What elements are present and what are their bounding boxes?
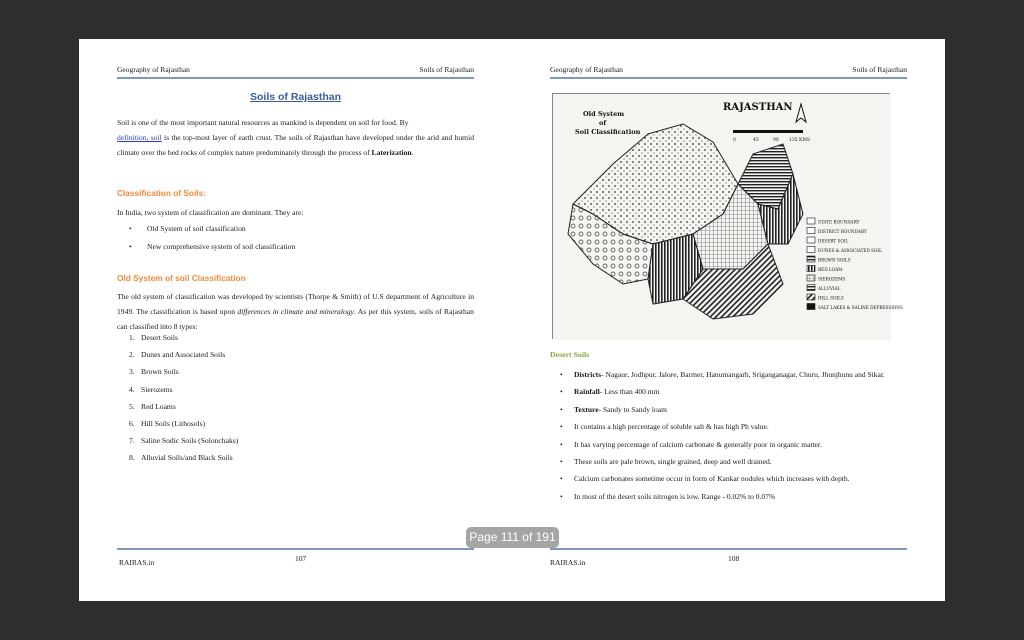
map-caption-line-1: Old System [583, 110, 625, 118]
left-page [79, 39, 512, 601]
fact-value: Calcium carbonates sometime occur in form of Kankar nodules which increases with depth. [574, 474, 850, 484]
scale-label-135: 135 KMS [789, 138, 811, 143]
soil-type-label: Desert Soils [141, 333, 178, 342]
bullet-icon: • [560, 370, 563, 379]
soil-type-label: Dunes and Associated Soils [141, 350, 226, 360]
legend-label: DISTRICT BOUNDARY [818, 229, 867, 234]
bullet-icon: • [560, 422, 563, 432]
bullet-icon: • [129, 224, 132, 233]
footer-site: RAIRAS.in [119, 558, 155, 567]
document-spread [79, 39, 945, 601]
classification-item [129, 224, 295, 242]
legend-swatch [807, 237, 815, 243]
scale-label-0: 0 [733, 138, 736, 143]
header-book-title: Geography of Rajasthan [117, 65, 190, 74]
header-rule [117, 77, 474, 79]
intro-text-2: is the top-most layer of earth crust. The soils of Rajasthan have developed under the arid and humid climate over the bed rocks of complex nature predominately through the process of [117, 133, 474, 157]
soil-type-number: 6. [129, 418, 135, 428]
scale-label-45: 45 [753, 138, 759, 143]
legend-swatch [807, 294, 815, 300]
right-page [512, 39, 945, 601]
bullet-icon: • [560, 404, 563, 414]
bullet-icon: • [560, 474, 563, 484]
chapter-title: Soils of Rajasthan [249, 91, 342, 103]
desert-soils-list [560, 369, 909, 508]
desert-soil-fact [560, 369, 909, 380]
desert-soil-fact-text [574, 456, 909, 467]
map-title: RAJASTHAN [723, 102, 793, 113]
legend-label: DESERT SOIL [818, 238, 849, 244]
page-number: 107 [295, 554, 307, 563]
soil-type-label: Alluvial Soils/and Black Soils [141, 453, 233, 463]
fact-value: - Nagaur, Jodhpur, Jalore, Barmer, Hanumangarh, Sriganganagar, Churu, Jhunjhunu and Sikar. [601, 370, 885, 379]
soil-map-figure [552, 93, 903, 339]
desert-soil-fact [560, 456, 909, 467]
footer-site: RAIRAS.in [550, 558, 586, 567]
soil-type-label: Red Loams [141, 401, 176, 411]
classification-item [129, 242, 295, 260]
map-caption-line-3: Soil Classification [575, 128, 641, 136]
page-number: 108 [728, 554, 740, 563]
soil-type-item [129, 419, 238, 436]
old-system-paragraph [117, 289, 474, 334]
old-system-heading: Old System of soil Classification [117, 273, 246, 283]
soil-types-list [129, 333, 238, 471]
soil-type-item [129, 453, 238, 470]
soil-type-number: 2. [129, 350, 135, 360]
legend-label: DUNES & ASSOCIATED SOIL [818, 248, 882, 253]
bullet-icon: • [129, 242, 132, 251]
header-chapter-title: Soils of Rajasthan [852, 65, 907, 74]
header-rule [550, 77, 907, 79]
fact-value: These soils are pale brown, single grained, deep and well drained. [574, 456, 772, 466]
desert-soil-fact-text [574, 369, 909, 380]
soil-type-number: 3. [129, 367, 135, 377]
desert-soil-fact-text [574, 473, 909, 484]
bullet-icon: • [560, 491, 563, 501]
fact-value: It has varying percentage of calcium carbonate & generally poor in organic matter. [574, 439, 822, 449]
desert-soil-fact [560, 439, 909, 450]
map-caption-line-2: of [599, 119, 607, 127]
desert-soil-fact [560, 491, 909, 502]
legend-swatch [807, 247, 815, 253]
old-system-text-2: . As per this system, soils of Rajasthan can classified into 8 types: [117, 307, 474, 331]
soil-type-label: Saline Sodic Soils (Solonchaks) [141, 436, 239, 446]
fact-value: - Sandy to Sandy loam [598, 404, 667, 414]
header-book-title: Geography of Rajasthan [550, 65, 623, 74]
desert-soil-fact-text [574, 386, 909, 397]
soil-type-number: 7. [129, 436, 135, 446]
soil-type-label: Sierozems [141, 384, 173, 394]
desert-soils-heading: Desert Soils [550, 350, 590, 359]
soil-type-item [129, 436, 238, 453]
soil-type-item [129, 367, 238, 384]
soil-type-label: Hill Soils (Lithosols) [141, 418, 206, 428]
desert-soil-fact [560, 421, 909, 432]
fact-label: Texture [574, 404, 599, 414]
soil-type-item [129, 385, 238, 402]
soil-type-number: 1. [129, 333, 135, 342]
fact-value: - Less than 400 mm [599, 387, 660, 397]
soil-type-item [129, 333, 238, 350]
legend-swatch [807, 304, 815, 310]
footer-rule [117, 548, 474, 550]
fact-value: In most of the desert soils nitrogen is low. Range - 0.02% to 0.07% [574, 491, 776, 501]
soil-type-number: 5. [129, 401, 135, 411]
desert-soil-fact-text [574, 421, 909, 432]
footer-rule [550, 548, 907, 550]
classification-heading: Classification of Soils: [117, 188, 206, 198]
intro-text-1: Soil is one of the most important natural resources as mankind is dependent on soil for food. By [117, 118, 409, 127]
soil-type-item [129, 402, 238, 419]
legend-label: HILL SOILS [818, 295, 844, 301]
desert-soil-fact-text [574, 491, 909, 502]
classification-text: In India, two system of classification are dominant. They are: [117, 208, 304, 217]
legend-label: SIEROZEMS [818, 276, 846, 282]
legend-label: RED LOAM [818, 267, 843, 272]
soil-type-item [129, 350, 238, 367]
scale-bar [733, 130, 803, 133]
classification-item-label: Old System of soil classification [147, 224, 246, 233]
legend-swatch [807, 228, 815, 234]
intro-bold-term: Laterization [371, 148, 412, 157]
fact-value: It contains a high percentage of soluble salt & has high Ph value. [574, 422, 769, 432]
soil-type-label: Brown Soils [141, 367, 179, 377]
intro-paragraph [117, 115, 474, 160]
legend-swatch [807, 266, 815, 272]
legend-label: STATE BOUNDARY [818, 219, 860, 225]
old-system-text-1: The old system of classification was developed by scientists (Thorpe & Smith) of U.S department of Agriculture in 1949. The classification is based upon [117, 292, 474, 316]
page-indicator: Page 111 of 191 [466, 527, 559, 548]
bullet-icon: • [560, 387, 563, 397]
desert-soil-fact [560, 473, 909, 484]
intro-end: . [411, 148, 414, 157]
legend-swatch [807, 285, 815, 291]
header-chapter-title: Soils of Rajasthan [419, 65, 474, 74]
fact-label: Rainfall [574, 387, 600, 397]
classification-item-label: New comprehensive system of soil classification [147, 242, 296, 251]
definition-link[interactable]: definition, soil [117, 133, 162, 142]
desert-soil-fact-text [574, 404, 909, 415]
legend-swatch [807, 275, 815, 281]
soil-map-svg [553, 94, 903, 340]
desert-soil-fact [560, 386, 909, 397]
soil-type-number: 8. [129, 453, 135, 463]
legend-swatch [807, 256, 815, 262]
legend-label: ALLUVIAL [818, 286, 841, 291]
desert-soil-fact [560, 404, 909, 415]
legend-label: SALT LAKES & SALINE DEPRESSIONS [818, 305, 903, 310]
classification-list [129, 224, 295, 260]
fact-label: Districts [574, 370, 602, 379]
soil-type-number: 4. [129, 384, 135, 394]
old-system-italic: differences in climate and mineralogy [237, 307, 354, 316]
legend-label: BROWN SOILS [818, 257, 851, 263]
legend-swatch [807, 218, 815, 224]
bullet-icon: • [560, 439, 563, 449]
desert-soil-fact-text [574, 439, 909, 450]
bullet-icon: • [560, 456, 563, 466]
scale-label-90: 90 [773, 138, 779, 143]
